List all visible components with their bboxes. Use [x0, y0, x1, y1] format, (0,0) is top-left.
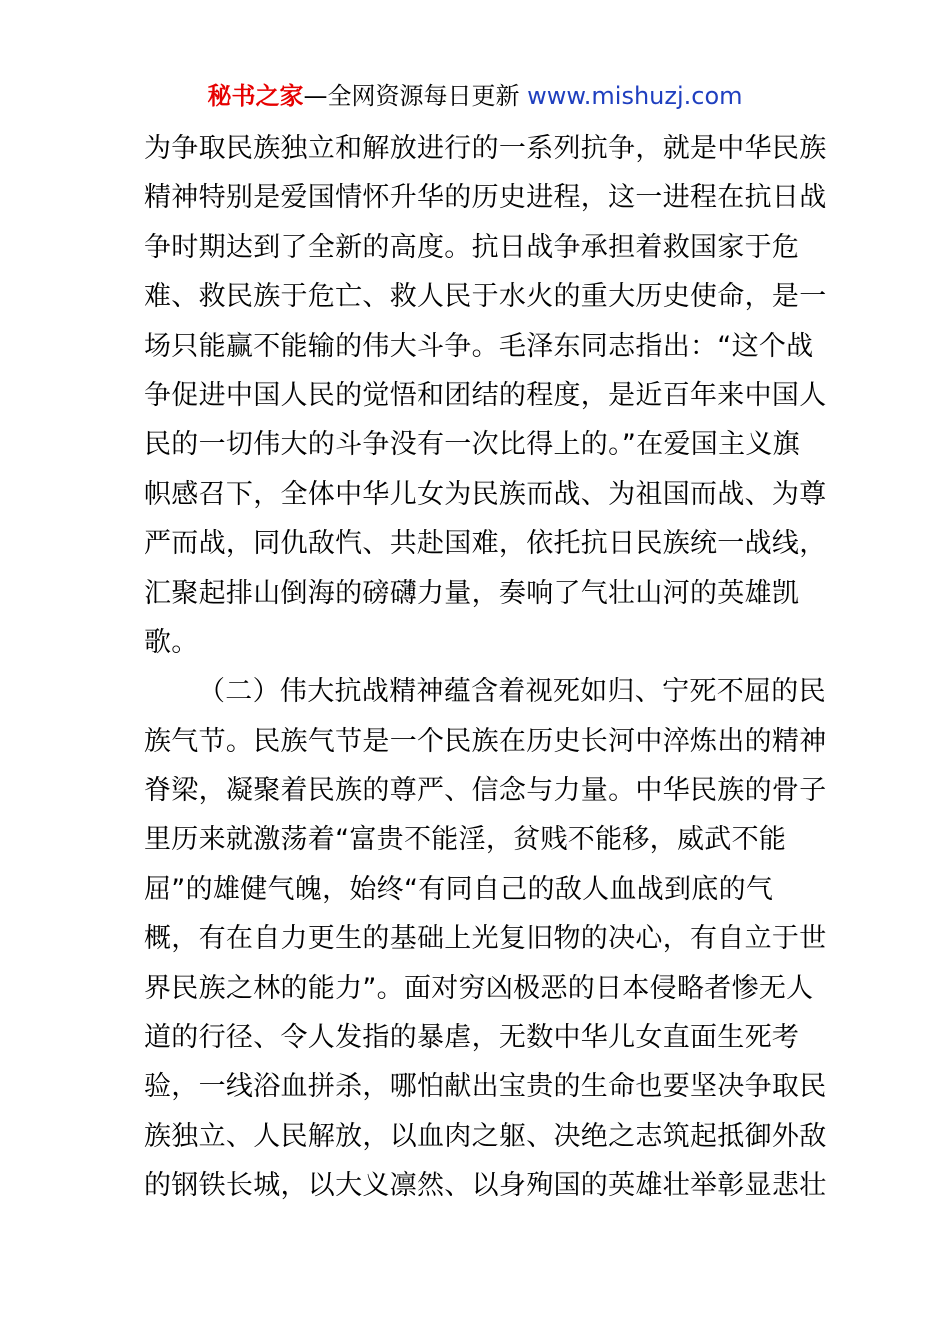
header-tagline: —全网资源每日更新	[303, 82, 528, 110]
text-line: 精神特别是爱国情怀升华的历史进程，这一进程在抗日战	[144, 182, 827, 214]
text-line: 严而战，同仇敌忾、共赴国难，依托抗日民族统一战线，	[144, 528, 827, 560]
text-line: 脊梁，凝聚着民族的尊严、信念与力量。中华民族的骨子	[144, 775, 827, 807]
text-line: 概，有在自力更生的基础上光复旧物的决心，有自立于世	[144, 923, 827, 955]
page-header	[0, 78, 950, 114]
text-line: 验，一线浴血拼杀，哪怕献出宝贵的生命也要坚决争取民	[144, 1071, 827, 1103]
text-line: 道的行径、令人发指的暴虐，无数中华儿女直面生死考	[144, 1022, 800, 1054]
text-line: 争时期达到了全新的高度。抗日战争承担着救国家于危	[144, 231, 800, 263]
section-heading-line: （二）伟大抗战精神蕴含着视死如归、宁死不屈的民	[198, 676, 826, 708]
text-line: 民的一切伟大的斗争没有一次比得上的。”在爱国主义旗	[144, 429, 800, 461]
text-line: 界民族之林的能力”。面对穷凶极恶的日本侵略者惨无人	[144, 972, 814, 1004]
text-line: 难、救民族于危亡、救人民于水火的重大历史使命，是一	[144, 281, 827, 313]
text-line: 帜感召下，全体中华儿女为民族而战、为祖国而战、为尊	[144, 478, 827, 510]
text-line: 族气节。民族气节是一个民族在历史长河中淬炼出的精神	[144, 725, 827, 757]
text-line: 屈”的雄健气魄，始终“有同自己的敌人血战到底的气	[144, 873, 774, 905]
text-line: 里历来就激荡着“富贵不能淫，贫贱不能移，威武不能	[144, 824, 787, 856]
text-line: 汇聚起排山倒海的磅礴力量，奏响了气壮山河的英雄凯	[144, 577, 800, 609]
text-line: 族独立、人民解放，以血肉之躯、决绝之志筑起抵御外敌	[144, 1120, 827, 1152]
site-url-link[interactable]: www.mishuzj.com	[527, 82, 743, 110]
text-line: 歌。	[144, 626, 199, 658]
text-line: 为争取民族独立和解放进行的一系列抗争，就是中华民族	[144, 133, 827, 164]
text-line: 争促进中国人民的觉悟和团结的程度，是近百年来中国人	[144, 379, 827, 411]
text-line: 的钢铁长城，以大义凛然、以身殉国的英雄壮举彰显悲壮	[144, 1170, 827, 1202]
document-body	[144, 124, 827, 1211]
text-line: 场只能赢不能输的伟大斗争。毛泽东同志指出：“这个战	[144, 330, 814, 362]
brand-name: 秘书之家	[207, 82, 304, 110]
